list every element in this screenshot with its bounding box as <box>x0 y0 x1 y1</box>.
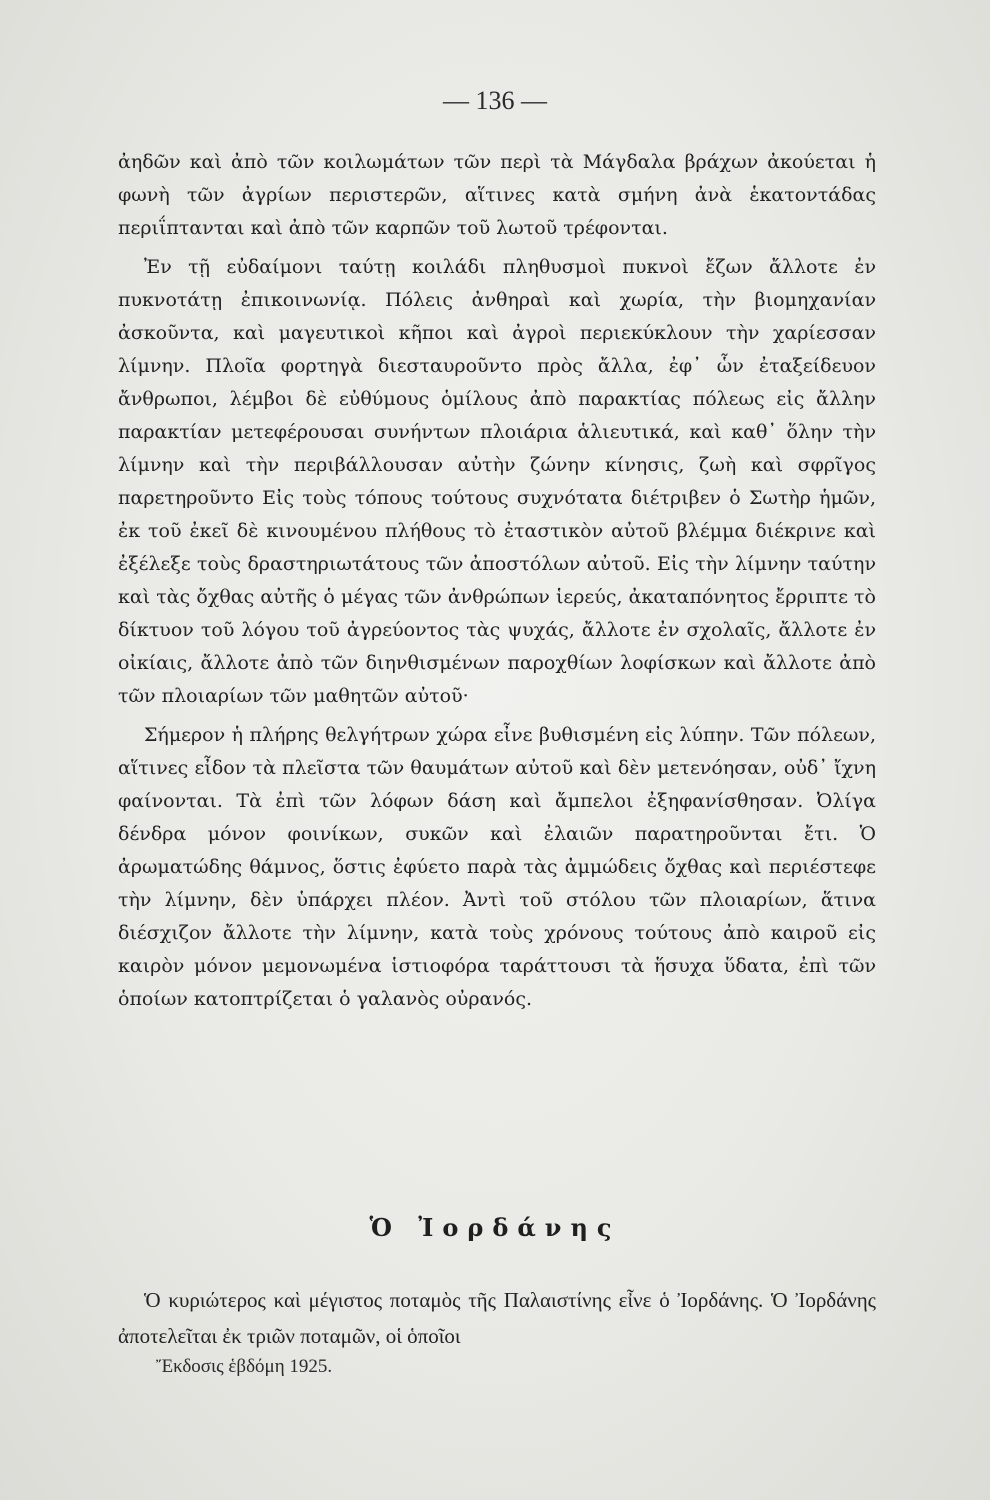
section-body <box>118 1282 876 1354</box>
page-number: — 136 — <box>443 86 547 115</box>
body-text <box>118 146 876 1016</box>
edition-note: Ἔκδοσις ἑβδόμη 1925. <box>156 1356 333 1377</box>
paragraph-1: ἀηδῶν καὶ ἀπὸ τῶν κοιλωμάτων τῶν περὶ τὰ Μάγδαλα βράχων ἀκούεται ἡ φωνὴ τῶν ἀγρίων περιστερῶν, αἵτινες κατὰ σμήνη ἀνὰ ἑκατοντάδας περιΐπτανται καὶ ἀπὸ τῶν καρπῶν τοῦ λωτοῦ τρέφονται. <box>118 151 876 239</box>
paragraph-3: Σήμερον ἡ πλήρης θελγήτρων χώρα εἶνε βυθισμένη εἰς λύπην. Τῶν πόλεων, αἵτινες εἶδον τὰ πλεῖστα τῶν θαυμάτων αὐτοῦ καὶ δὲν μετενόησαν, οὐδ᾽ ἴχνη φαίνονται. Τὰ ἐπὶ τῶν λόφων δάση καὶ ἄμπελοι ἐξηφανίσθησαν. Ὀλίγα δένδρα μόνον φοινίκων, συκῶν καὶ ἐλαιῶν παρατηροῦνται ἔτι. Ὁ ἀρωματώδης θάμνος, ὅστις ἐφύετο παρὰ τὰς ἀμμώδεις ὄχθας καὶ περιέστεφε τὴν λίμνην, δὲν ὑπάρχει πλέον. Ἀντὶ τοῦ στόλου τῶν πλοιαρίων, ἅτινα διέσχιζον ἄλλοτε τὴν λίμνην, κατὰ τοὺς χρόνους τούτους ἀπὸ καιροῦ εἰς καιρὸν μόνον μεμονωμένα ἱστιοφόρα ταράττουσι τὰ ἥσυχα ὕδατα, ἐπὶ τῶν ὁποίων κατοπτρίζεται ὁ γαλανὸς οὐρανός. <box>118 724 876 1010</box>
section-heading: Ὁ Ἰορδάνης <box>369 1213 621 1242</box>
section-paragraph: Ὁ κυριώτερος καὶ μέγιστος ποταμὸς τῆς Παλαιστίνης εἶνε ὁ Ἰορδάνης. Ὁ Ἰορδάνης ἀποτελεῖται ἐκ τριῶν ποταμῶν, οἱ ὁποῖοι <box>118 1288 876 1348</box>
paragraph-2: Ἐν τῇ εὐδαίμονι ταύτῃ κοιλάδι πληθυσμοὶ πυκνοὶ ἔζων ἄλλοτε ἐν πυκνοτάτῃ ἐπικοινωνίᾳ. Πόλεις ἀνθηραὶ καὶ χωρία, τὴν βιομηχανίαν ἀσκοῦντα, καὶ μαγευτικοὶ κῆποι καὶ ἀγροὶ περιεκύκλουν τὴν χαρίεσσαν λίμνην. Πλοῖα φορτηγὰ διεσταυροῦντο πρὸς ἄλλα, ἐφ᾽ ὧν ἐταξείδευον ἄνθρωποι, λέμβοι δὲ εὐθύμους ὁμίλους ἀπὸ παρακτίας πόλεως εἰς ἄλλην παρακτίαν μετεφέρουσαι συνήντων πλοιάρια ἁλιευτικά, καὶ καθ᾽ ὅλην τὴν λίμνην καὶ τὴν περιβάλλουσαν αὐτὴν ζώνην κίνησις, ζωὴ καὶ σφρῖγος παρετηροῦντο Εἰς τοὺς τόπους τούτους συχνότατα διέτριβεν ὁ Σωτὴρ ἡμῶν, ἐκ τοῦ ἐκεῖ δὲ κινουμένου πλήθους τὸ ἐταστικὸν αὐτοῦ βλέμμα διέκρινε καὶ ἐξέλεξε τοὺς δραστηριωτάτους τῶν ἀποστόλων αὐτοῦ. Εἰς τὴν λίμνην ταύτην καὶ τὰς ὄχθας αὐτῆς ὁ μέγας τῶν ἀνθρώπων ἱερεύς, ἀκαταπόνητος ἔρριπτε τὸ δίκτυον τοῦ λόγου τοῦ ἀγρεύοντος τὰς ψυχάς, ἄλλοτε ἐν σχολαῖς, ἄλλοτε ἐν οἰκίαις, ἄλλοτε ἀπὸ τῶν διηνθισμένων παροχθίων λοφίσκων καὶ ἄλλοτε ἀπὸ τῶν πλοιαρίων τῶν μαθητῶν αὐτοῦ· <box>118 256 876 707</box>
